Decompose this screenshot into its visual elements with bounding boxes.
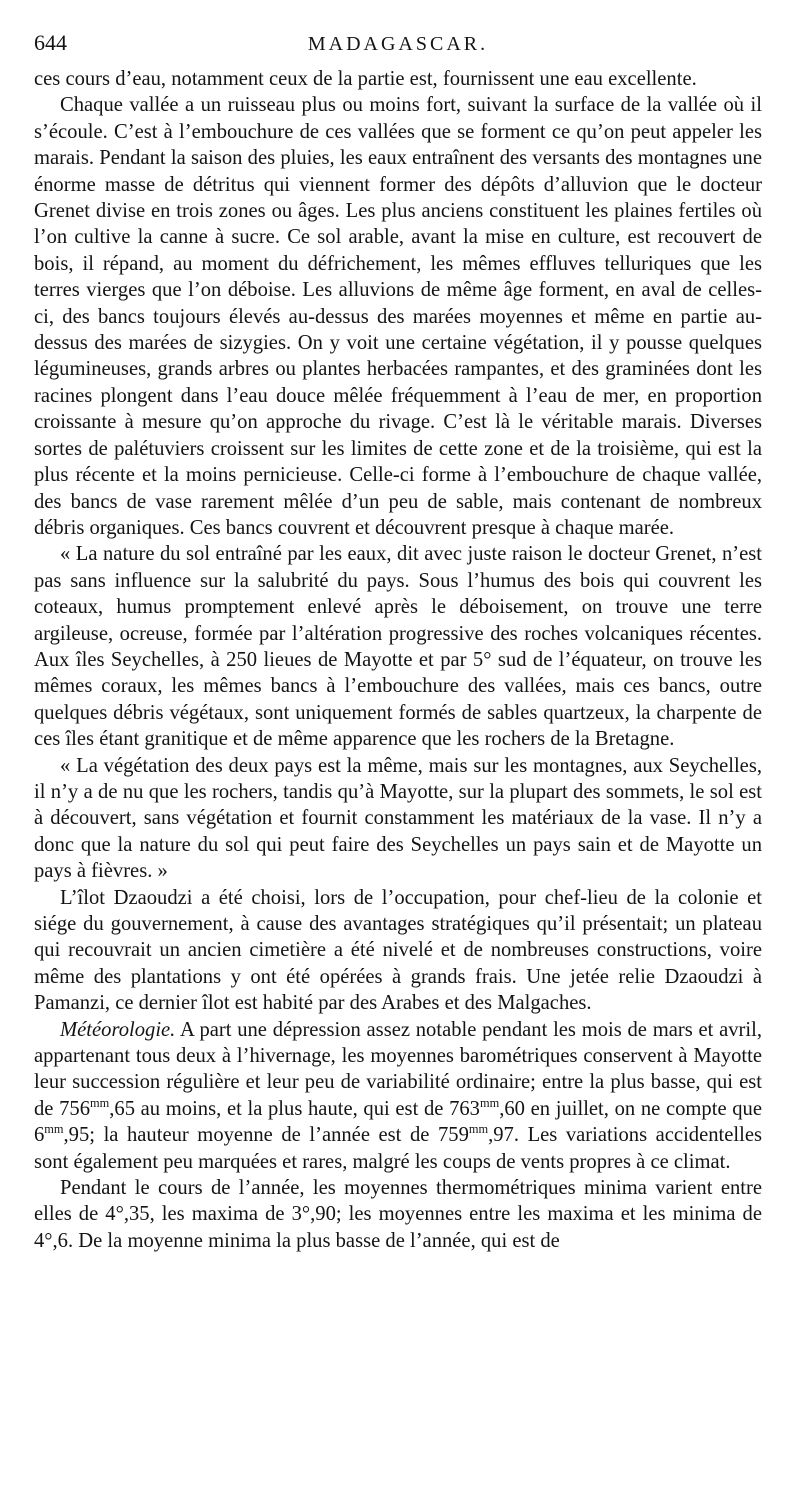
- unit-mm: mm: [44, 1122, 64, 1137]
- section-heading-meteorologie: Météorologie.: [60, 1018, 176, 1041]
- paragraph-marais: Chaque vallée a un ruisseau plus ou moins fort, suivant la surface de la vallée où il s’écoule. C’est à l’embouchure de ces vallées que se forment ce qu’on peut appeler les marais. Pendant la saison des pluies, les eaux entraînent des versants des montagnes une énorme masse de détritus qui viennent former des dépôts d’alluvion que le docteur Grenet divise en trois zones ou âges. Les plus anciens constituent les plaines fertiles où l’on cultive la canne à sucre. Ce sol arable, avant la mise en culture, est recouvert de bois, il répand, au moment du défrichement, les mêmes effluves telluriques que les terres vierges que l’on déboise. Les alluvions de même âge forment, en aval de celles-ci, des bancs toujours élevés au-dessus des marées moyennes et même en partie au-dessus des marées de sizygies. On y voit une certaine végétation, il y pousse quelques légumineuses, grands arbres ou plantes herbacées rampantes, et des graminées dont les racines plongent dans l’eau douce mêlée fréquemment à l’eau de mer, en proportion croissante à mesure qu’on approche du rivage. C’est là le véritable marais. Diverses sortes de palétuviers croissent sur les limites de cette zone et de la troisième, qui est la plus récente et la moins pernicieuse. Celle-ci forme à l’embouchure de chaque vallée, des bancs de vase rarement mêlée d’un peu de sable, mais contenant de nombreux débris organiques. Ces bancs couvrent et découvrent presque à chaque marée.: [34, 94, 762, 539]
- page-header: [34, 30, 762, 60]
- meteo-text-5: ,97. Les variations accidentelles sont également peu marquées et rares, malgré les coups de vents propres à ce climat.: [34, 1124, 762, 1173]
- paragraph-meteorologie: [34, 1017, 762, 1175]
- meteo-text-3: ,60 en juillet, on ne compte que 6: [34, 1097, 762, 1147]
- paragraph-quote-sol: « La nature du sol entraîné par les eaux, dit avec juste raison le docteur Grenet, n’est pas sans influence sur la salubrité du pays. Sous l’humus des bois qui couvrent les coteaux, humus promptement enlevé après le déboisement, on trouve une terre argileuse, ocreuse, formée par l’altération progressive des roches volcaniques récentes. Aux îles Seychelles, à 250 lieues de Mayotte et par 5° sud de l’équateur, on trouve les mêmes coraux, les mêmes bancs à l’embouchure des vallées, mais ces bancs, outre quelques débris végétaux, sont uniquement formés de sables quartzeux, la charpente de ces îles étant granitique et de même apparence que les rochers de la Bretagne.: [34, 543, 762, 751]
- meteo-text-2: ,65 au moins, et la plus haute, qui est de 763: [109, 1097, 480, 1120]
- unit-mm: mm: [479, 1095, 500, 1110]
- unit-mm: mm: [468, 1122, 489, 1137]
- meteo-text-4: ,95; la hauteur moyenne de l’année est de 759: [63, 1124, 469, 1147]
- meteo-text-1: A part une dépression assez notable pendant les mois de mars et avril, appartenant tous deux à l’hivernage, les moyennes barométriques conservent à Mayotte leur succession régulière et leur peu de variabilité ordinaire; entre la plus basse, qui est de 756: [34, 1018, 762, 1120]
- paragraph-quote-vegetation: « La végétation des deux pays est la même, mais sur les montagnes, aux Seychelles, il n’y a de nu que les rochers, tandis qu’à Mayotte, sur la plupart des sommets, le sol est à découvert, sans végétation et fournit constamment les matériaux de la vase. Il n’y a donc que la nature du sol qui peut faire des Seychelles un pays sain et de Mayotte un pays à fièvres. »: [34, 754, 762, 883]
- page-number: 644: [34, 30, 67, 55]
- paragraph-continuation: ces cours d’eau, notamment ceux de la partie est, fournissent une eau excellente.: [34, 68, 697, 90]
- paragraph-temperature: Pendant le cours de l’année, les moyennes thermométriques minima varient entre elles de 4°,35, les maxima de 3°,90; les moyennes entre les maxima et les minima de 4°,6. De la moyenne minima la plus basse de l’année, qui est de: [34, 1177, 762, 1252]
- unit-mm: mm: [90, 1095, 110, 1110]
- page-body: [34, 66, 762, 1254]
- paragraph-dzaoudzi: L’îlot Dzaoudzi a été choisi, lors de l’occupation, pour chef-lieu de la colonie et siége du gouvernement, à cause des avantages stratégiques qu’il présentait; un plateau qui recouvrait un ancien cimetière a été nivelé et de nombreuses constructions, voire même des plantations y ont été opérées à grands frais. Une jetée relie Dzaoudzi à Pamanzi, ce dernier îlot est habité par des Arabes et des Malgaches.: [34, 886, 762, 1015]
- running-title: MADAGASCAR.: [307, 33, 489, 55]
